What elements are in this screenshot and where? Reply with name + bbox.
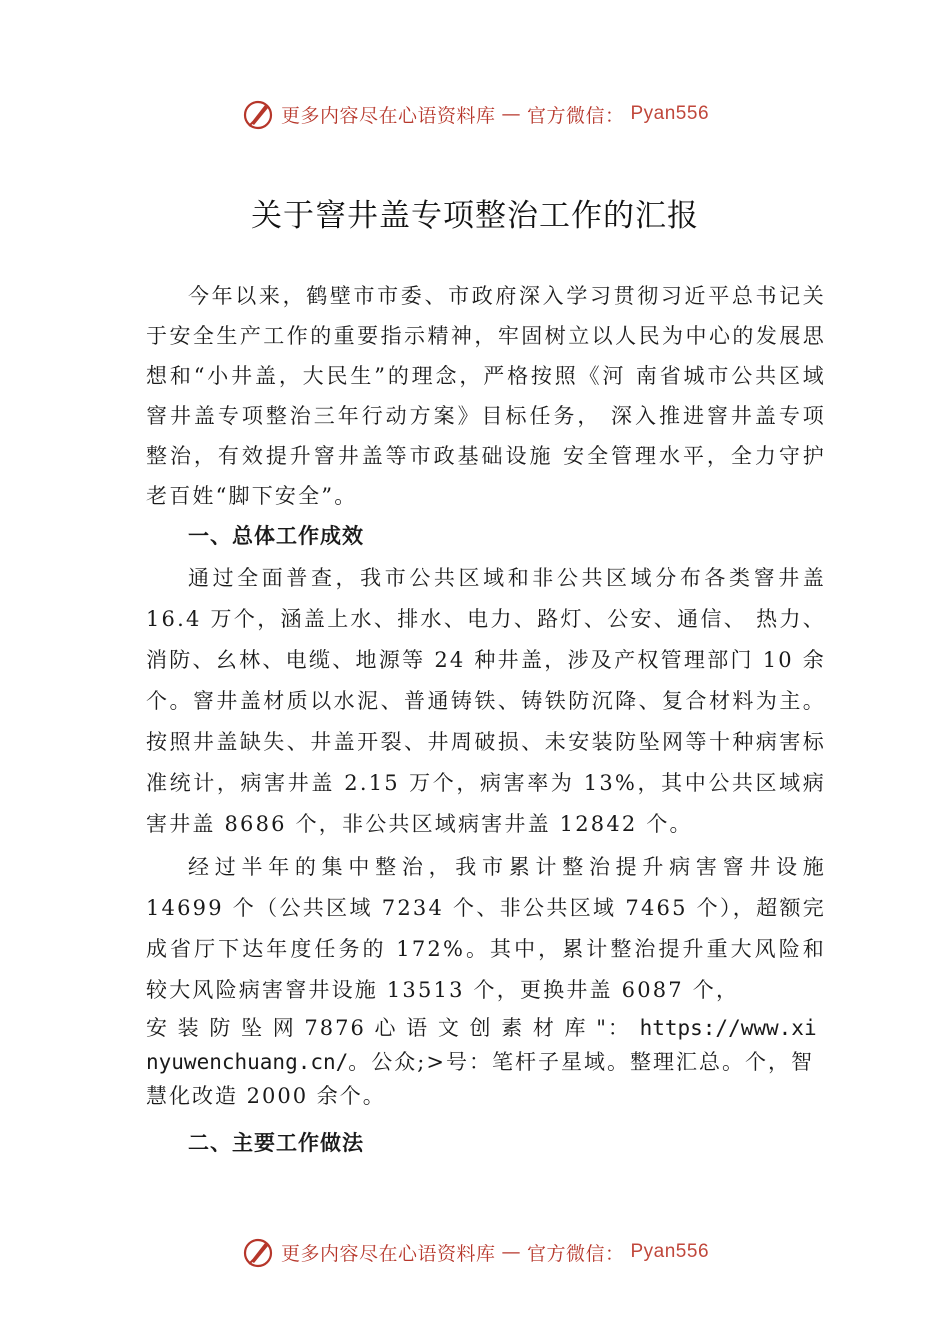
header-banner	[0, 94, 950, 134]
document-body	[146, 276, 826, 1163]
section-heading-2: 二、主要工作做法	[188, 1131, 364, 1155]
banner-text: 更多内容尽在心语资料库	[280, 104, 496, 127]
paragraph-3-text-b: 。公众;>号：笔杆子星域。整理汇总。个，智慧化改造 2000 余个。	[146, 1050, 814, 1108]
website-link[interactable]: https://www.xinyuwenchuang.cn/	[146, 1016, 817, 1074]
banner-text: 更多内容尽在心语资料库	[280, 1242, 496, 1265]
quill-logo-icon	[241, 1235, 275, 1269]
paragraph-3-text-a: 安 装 防 坠 网 7876 心 语 文 创 素 材 库 "：	[146, 1016, 631, 1040]
quill-logo-icon	[241, 97, 275, 131]
document-title: 关于窨井盖专项整治工作的汇报	[251, 198, 699, 234]
banner-label: 官方微信：	[526, 104, 625, 127]
banner-label: 官方微信：	[526, 1242, 625, 1265]
section1-paragraph-3	[146, 1011, 826, 1113]
banner-separator: —	[501, 103, 521, 125]
banner-wechat-id: Pyan556	[630, 103, 710, 124]
section-heading-1: 一、总体工作成效	[188, 524, 364, 548]
banner-wechat-id: Pyan556	[630, 1241, 710, 1262]
intro-paragraph: 今年以来，鹤壁市市委、市政府深入学习贯彻习近平总书记关于安全生产工作的重要指示精神，牢固树立以人民为中心的发展思想和“小井盖，大民生”的理念，严格按照《河 南省城市公共区域窨井盖专项整治三年行动方案》目标任务， 深入推进窨井盖专项整治，有效提升窨井盖等市政基础设施 安全管理水平，全力守护老百姓“脚下安全”。	[146, 284, 826, 508]
section1-paragraph-2: 经过半年的集中整治，我市累计整治提升病害窨井设施 14699 个（公共区域 7234 个、非公共区域 7465 个），超额完成省厅下达年度任务的 172%。其中，累计整治提升重大风险和较大风险病害窨井设施 13513 个，更换井盖 6087 个，	[146, 855, 826, 1002]
banner-separator: —	[501, 1241, 521, 1263]
section1-paragraph-1: 通过全面普查，我市公共区域和非公共区域分布各类窨井盖 16.4 万个，涵盖上水、排水、电力、路灯、公安、通信、 热力、消防、幺林、电缆、地源等 24 种井盖，涉及产权管理部门 10 余个。窨井盖材质以水泥、普通铸铁、铸铁防沉降、复合材料为主。按照井盖缺失、井盖开裂、井周破损、未安装防坠网等十种病害标准统计，病害井盖 2.15 万个，病害率为 13%，其中公共区域病害井盖 8686 个，非公共区域病害井盖 12842 个。	[146, 566, 826, 836]
footer-banner	[0, 1232, 950, 1272]
